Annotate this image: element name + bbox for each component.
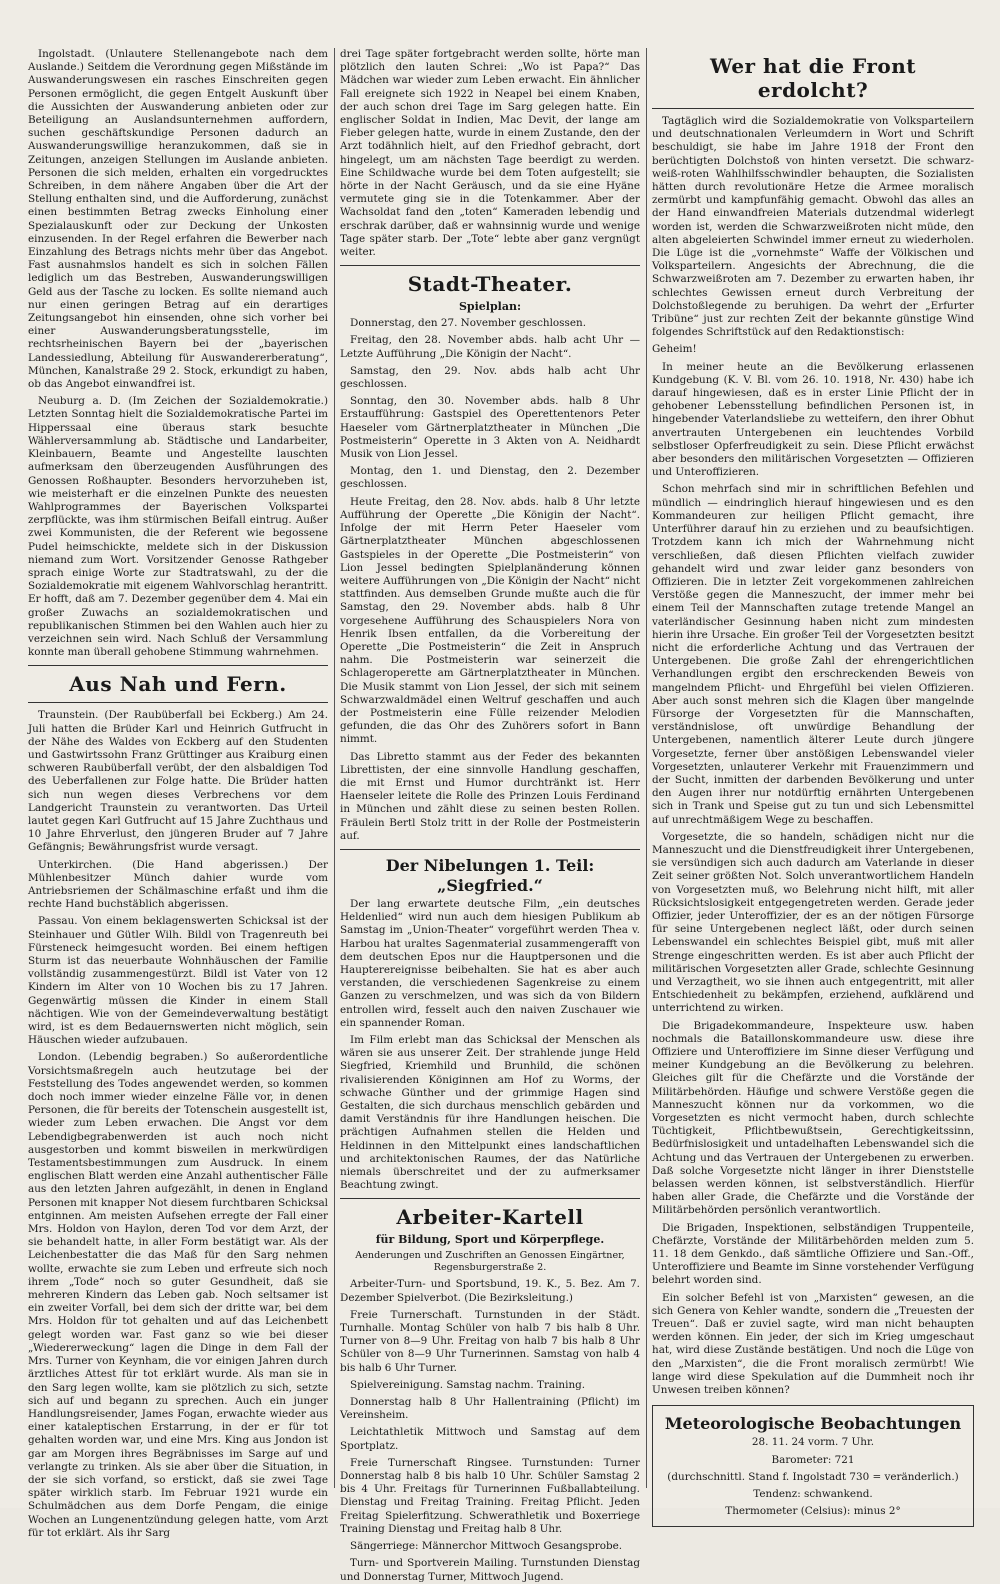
article-traunstein: Traunstein. (Der Raubüberfall bei Eckberg.) Am 24. Juli hatten die Brüder Karl und Heinrich Gutfrucht in der Nähe des Waldes von Eckberg auf den Studenten und Gastwirtssohn Franz Grüttinger aus Kraiburg einen schweren Raubüberfall verübt, der den alsbaldigen Tod des Ueberfallenen zur Folge hatte. Die Brüder hatten sich nun wegen dieses Verbrechens vor dem Landgericht Traunstein zu verantworten. Das Urteil lautet gegen Karl Gutfrucht auf 15 Jahre Zuchthaus und 10 Jahre Ehrverlust, den jüngeren Bruder auf 7 Jahre Gefängnis; Bewährungsfrist wurde versagt. [28,709,328,854]
article-london-continued: drei Tage später fortgebracht werden sollte, hörte man plötzlich den lauten Schrei: „Wo ist Papa?“ Das Mädchen war wieder zum Leben erwacht. Ein ähnlicher Fall ereignete sich 1922 in Neapel bei einem Knaben, der auch schon drei Tage im Sarg gelegen hatte. Ein englischer Soldat in Indien, Mac Devit, der lange am Fieber gelegen hatte, wurde in einem Zustande, den der Arzt todähnlich hielt, auf den Friedhof gebracht, dort hingelegt, um am nächsten Tage beerdigt zu werden. Eine Schildwache wurde bei dem Toten aufgestellt; sie hörte in der Nacht Geräusch, und da sie eine Hyäne vermutete ging sie in die Totenkammer. Aber der Wachsoldat fand den „toten“ Kameraden lebendig und erschrak darüber, daß er wahnsinnig wurde und wenige Tage später starb. Der „Tote“ lebte aber ganz vergnügt weiter. [340,48,640,259]
theater-notice: Heute Freitag, den 28. Nov. abds. halb 8 Uhr letzte Aufführung der Operette „Die Königin der Nacht“. Infolge der mit Herrn Peter Haeseler vom Gärtnerplatztheater München abgeschlossenen Gastspieles in der Operette „Die Postmeisterin“ von Lion Jessel bedingten Spielplanänderung können weitere Aufführungen von „Die Königin der Nacht“ nicht stattfinden. Aus demselben Grunde mußte auch die für Samstag, den 29. November abds. halb 8 Uhr vorgesehene Aufführung des Schauspielers Nora von Henrik Ibsen entfallen, da die Vorbereitung der Operette „Die Postmeisterin“ die Zeit in Anspruch nahm. Die Postmeisterin war seinerzeit die Schlageroperette am Gärtnerplatztheater in München. Die Musik stammt von Lion Jessel, der sich mit seinem Schwarzwaldmädel einen Weltruf geschaffen und auch der Postmeisterin eine Fülle reizender Melodien gefunden, die das Ohr des Zuhörers sofort in Bann nimmt. [340,495,640,746]
theater-entry: Donnerstag, den 27. November geschlossen. [350,317,586,330]
club-notice: Freie Turnerschaft Ringsee. Turnstunden: Turner Donnerstag halb 8 bis halb 10 Uhr. Schüler Samstag 2 bis 4 Uhr. Freitags für Turnerinnen Fußballabteilung. Dienstag und Freitag Training. Freitag Pflicht. Jeden Freitag Spielerfitzung. Schwerathletik und Boxerriege Training Dienstag und Freitag halb 8 Uhr. [340,1456,640,1535]
section-divider [340,849,640,850]
section-divider [652,108,974,109]
article-front: Die Brigadekommandeure, Inspekteure usw. haben nochmals die Bataillonskommandeure usw. diese ihre Offiziere und Unteroffiziere im Sinne dieser Verfügung und meiner Kundgebung an die Bevölkerung zu belehren. Gleiches gilt für die Chefärzte und die Vorstände der Militärbehörden. Häufige und schwere Verstöße gegen die Manneszucht können nur da vorkommen, wo die Vorgesetzten es nicht vermocht haben, durch schlechte Tüchtigkeit, Pflichtbewußtsein, Gerechtigkeitssinn, Bedürfnislosigkeit und untadelhaften Lebenswandel sich die Achtung und das Vertrauen der Untergebenen zu erwerben. Daß solche Vorgesetzte nicht länger in ihrer Dienststelle belassen werden können, ist selbstverständlich. Hierfür haben aller Grade, die Chefärzte und die Vorstände der Militärbehörden persönlich verantwortlich. [652,1019,974,1217]
section-divider [28,665,328,666]
article-front: Tagtäglich wird die Sozialdemokratie von Volksparteilern und deutschnationalen Verleumdern in Wort und Schrift beschuldigt, sie habe im Jahre 1918 der Front den berüchtigten Dolchstoß von hinten versetzt. Die schwarz-weiß-roten Wahlhilfsschwindler behaupten, die Sozialisten hätten durch revolutionäre Hetze die Armee moralisch zermürbt und kampfunfähig gemacht. Obwohl das alles an der Hand einwandfreien Materials dutzendmal widerlegt worden ist, werden die Schwarzweißroten nicht müde, den alten abgeleierten Schwindel immer erneut zu wiederholen. Die Lüge ist die „vornehmste“ Waffe der Völkischen und Volksparteilern. Angesichts der Abrechnung, die die Schwarzweißroten am 7. Dezember zu erwarten haben, ihr schlechtes Gewissen erneut durch Verbreitung der Dolchstoßlegende zu beruhigen. Da wehrt der „Erfurter Tribüne“ just zur rechten Zeit der bekannte günstige Wind folgendes Schriftstück auf den Redaktionstisch: [652,115,974,339]
weather-tendency: Tendenz: schwankend. [753,1487,873,1500]
arbeiter-kartell-note: Aenderungen und Zuschriften an Genossen Eingärtner, Regensburgerstraße 2. [355,1250,625,1274]
weather-date: 28. 11. 24 vorm. 7 Uhr. [751,1436,875,1449]
club-notice: Turn- und Sportverein Mailing. Turnstunden Dienstag und Donnerstag Turner, Mittwoch Jugend. [340,1557,640,1583]
article-neuburg: Neuburg a. D. (Im Zeichen der Sozialdemokratie.) Letzten Sonntag hielt die Sozialdemokratische Partei im Hipperssaal eine überaus stark besuchte Wählerversammlung ab. Städtische und Landarbeiter, Kleinbauern, Beamte und Angestellte lauschten aufmerksam den überzeugenden Ausführungen des Genossen Roßhaupter. Besonders hervorzuheben ist, wie meisterhaft er die einzelnen Punkte des neuesten Wahlprogrammes der Bayerischen Volkspartei zerpflückte, was ihm stürmischen Beifall eintrug. Außer zwei Kommunisten, die der Referent wie begossene Pudel heimschickte, meldete sich in der Diskussion niemand zum Wort. Vorsitzender Genosse Rathgeber sprach einige Worte zur Stadtratswahl, zu der die Sozialdemokratie mit eigenem Wahlvorschlag herantritt. Er hofft, daß am 7. Dezember gegenüber dem 4. Mai ein großer Zuwachs an sozialdemokratischen und republikanischen Stimmen bei den Wahlen auch hier zu verzeichnen sein wird. Nach Schluß der Versammlung konnte man überall gehobene Stimmung wahrnehmen. [28,395,328,659]
column-rule [334,48,335,1488]
article-ingolstadt: Ingolstadt. (Unlautere Stellenangebote nach dem Auslande.) Seitdem die Verordnung gegen Mißstände im Auswanderungswesen ein rasches Einschreiten gegen Personen ermöglicht, die gegen Entgelt Auskunft über die Aussichten der Auswanderung anbieten oder zur Beteiligung an Auslandsunternehmen auffordern, suchen geschäftskundige Personen dadurch an Auswanderungswillige heranzukommen, daß sie in Zeitungen, anzeigen Stellungen im Auslande anbieten. Personen die sich melden, erhalten ein vorgedrucktes Schreiben, in dem nähere Angaben über die Art der Stellung enthalten sind, und die Aufforderung, zunächst einen bestimmten Betrag zwecks Einholung einer Spezialauskunft oder zur Deckung der Unkosten einzusenden. In der Regel erfahren die Bewerber nach Einzahlung des Betrags nichts mehr über das Angebot. Fast ausnahmslos handelt es sich in solchen Fällen lediglich um das Bestreben, Auswanderungswilligen Geld aus der Tasche zu locken. Es sollte niemand auch nur einen geringen Betrag auf ein derartiges Zeitungsangebot hin einsenden, ohne sich vorher bei einer Auswanderungsberatungsstelle, im rechtsrheinischen Bayern bei der „bayerischen Landessiedlung, Abteilung für Auswandererberatung“, München, Kanalstraße 29 2. Stock, erkundigt zu haben, ob das Angebot einwandfrei ist. [28,48,328,391]
section-heading-aus-nah-und-fern: Aus Nah und Fern. [69,672,287,697]
section-heading-stadt-theater: Stadt-Theater. [407,272,573,297]
theater-entry: Sonntag, den 30. November abds. halb 8 Uhr Erstaufführung: Gastspiel des Operettentenors Peter Haeseler vom Gärtnerplatztheater in München „Die Postmeisterin“ Operette in 3 Akten von A. Neidhardt Musik von Lion Jessel. [340,395,640,461]
section-divider [340,1198,640,1199]
article-unterkirchen: Unterkirchen. (Die Hand abgerissen.) Der Mühlenbesitzer Münch dahier wurde vom Antriebsriemen der Schälmaschine erfaßt und ihm die rechte Hand buchstäblich abgerissen. [28,858,328,911]
section-divider [28,702,328,703]
column-3 [652,48,974,1518]
article-nibelungen: Der lang erwartete deutsche Film, „ein deutsches Heldenlied“ wird nun auch dem hiesigen Publikum ab Samstag im „Union-Theater“ vorgeführt werden Thea v. Harbou hat uraltes Sagenmaterial zusammengerafft von dem deutschen Epos nur die Hauptpersonen und die Haupterereignisse beibehalten. Sie hat es aber auch verstanden, die verschiedenen Sagenkreise zu einem Ganzen zu verschmelzen, und was sich da von Bildern entrollen wird, fesselt auch den naiven Zuschauer wie ein spannender Roman. [340,897,640,1029]
article-front: Vorgesetzte, die so handeln, schädigen nicht nur die Manneszucht und die Dienstfreudigkeit ihrer Untergebenen, sie versündigen sich auch dadurch am Vaterlande in dieser Zeit seiner größten Not. Solch unverantwortlichem Handeln von Vorgesetzten muß, wo Belehrung nicht hilft, mit aller Rücksichtslosigkeit entgegengetreten werden. Gerade jeder Offizier, jeder Unteroffizier, der es an der nötigen Fürsorge für seine Untergebenen neglect läßt, oder durch seinen Lebenswandel ein schlechtes Beispiel gibt, muß mit aller Strenge eingeschritten werden. Es ist aber auch Pflicht der militärischen Vorgesetzten aller Grade, schlechte Gesinnung und Verzagtheit, wo sie ihnen auch entgegentritt, mit aller Entschiedenheit zu bekämpfen, erziehend, aufklärend und unterrichtend zu wirken. [652,830,974,1015]
theater-entry: Freitag, den 28. November abds. halb acht Uhr — Letzte Aufführung „Die Königin der Nacht“. [340,334,640,360]
section-divider [340,265,640,266]
article-front: Ein solcher Befehl ist von „Marxisten“ gewesen, an die sich Genera von Kehler wandte, sondern die „Treuesten der Treuen“. Daß er zuviel sagte, wird man nicht behaupten werden können. Ein jeder, der sich im Krieg umgeschaut hat, wird diese Zustände bestätigen. Und noch die Lüge von den „Marxisten“, die die Front moralisch zermürbt! Wie lange wird diese Spekulation auf die Dummheit noch ihr Unwesen treiben können? [652,1291,974,1397]
weather-box [652,1405,974,1527]
club-notice: Arbeiter-Turn- und Sportsbund, 19. K., 5. Bez. Am 7. Dezember Spielverbot. (Die Bezirksleitung.) [340,1278,640,1304]
article-front: Schon mehrfach sind mir in schriftlichen Befehlen und mündlich — eindringlich hierauf hingewiesen und es den Kommandeuren zur heiligen Pflicht gemacht, ihre Unterführer darauf hin zu erziehen und zu beaufsichtigen. Trotzdem kann ich mich der Wahrnehmung nicht verschließen, daß diesen Pflichten vielfach zuwider gehandelt wird und zwar leider ganz besonders von Offizieren. Die in letzter Zeit vorgekommenen zahlreichen Verstöße gegen die Manneszucht, der immer mehr bei einem Teil der Mannschaften zutage tretende Mangel an vaterländischer Gesinnung haben nicht zum mindesten hierin ihre Ursache. Ein großer Teil der Vorgesetzten besitzt nicht die erforderliche Achtung und das Vertrauen der Untergebenen. Die große Zahl der ehrengerichtlichen Verhandlungen ergibt den erschreckenden Beweis von mangelndem Pflicht- und Ehrgefühl bei vielen Offizieren. Aber auch sonst mehren sich die Klagen über mangelnde Fürsorge der Vorgesetzten für die Mannschaften, verständnislose, oft unwürdige Behandlung der Untergebenen, namentlich älterer Leute durch jüngere Vorgesetzte, ferner über anstößigen Lebenswandel vieler Vorgesetzten, unlauterer Verkehr mit Frauenzimmern und der Sucht, inmitten der darbenden Bevölkerung und unter den Augen ihrer nur notdürftig ernährten Untergebenen sich in Trank und Speise gut zu tun und sich Lebensmittel auf unrechtmäßigem Wege zu beschaffen. [652,483,974,826]
section-heading-wer-hat-die-front: Wer hat die Front erdolcht? [709,54,917,102]
article-front: In meiner heute an die Bevölkerung erlassenen Kundgebung (K. V. Bl. vom 26. 10. 1918, Nr. 430) habe ich darauf hingewiesen, daß es in erster Linie Pflicht der in gehobener Lebensstellung befindlichen Personen ist, in hingebender Vaterlandsliebe zu wetteifern, den ihrer Obhut anvertrauten Untergebenen ein leuchtendes Vorbild selbstloser Opferfreudigkeit zu sein. Diese Pflicht erwächst aber besonders den militärischen Vorgesetzten — Offizieren und Unteroffizieren. [652,360,974,479]
column-1 [28,48,328,1539]
weather-barometer: Barometer: 721 [771,1453,855,1466]
theater-entry: Montag, den 1. und Dienstag, den 2. Dezember geschlossen. [340,465,640,491]
article-london: London. (Lebendig begraben.) So außerordentliche Vorsichtsmaßregeln auch heutzutage bei der Feststellung des Todes angewendet werden, so kommen doch noch immer wieder einzelne Fälle vor, in denen Personen, die für bereits der Totenschein ausgestellt ist, wieder zum Leben erwachen. Die Angst vor dem Lebendigbegrabenwerden ist auch noch nicht ausgestorben und kommt bisweilen in merkwürdigen Testamentsbestimmungen zum Ausdruck. In einem englischen Blatt werden eine Anzahl authentischer Fälle aus den letzten Jahren aufgezählt, in denen in England Personen mit knapper Not diesem furchtbaren Schicksal entginnen. Am meisten Aufsehen erregte der Fall einer Mrs. Holdon von Haylon, deren Tod vor dem Arzt, der sie behandelt hatte, in aller Form bestätigt war. Als der Leichenbestatter die das Maß für den Sarg nehmen wollte, erwachte sie zum Leben und erfreute sich noch ihrem „Tode“ noch so guter Gesundheit, daß sie mehreren Kindern das Leben gab. Noch seltsamer ist ein zweiter Vorfall, bei dem sich der dritte war, bei dem Mrs. Holdon für tot gehalten und auf das Leichenbett gelegt worden war. Fast ganz so wie bei dieser „Wiedererweckung“ lagen die Dinge in dem Fall der Mrs. Turner von Keynham, die vor einigen Jahren durch ärztliches Attest für tot erklärt wurde. Als man sie in den Sarg legen wollte, kam sie plötzlich zu sich, setzte sich auf und begann zu sprechen. Auch ein junger Handlungsreisender, James Fogan, erwachte wieder aus einer kataleptischen Erstarrung, in der er für tot gehalten worden war, und eine Mrs. King aus Jondon ist gar am Morgen ihres Begräbnisses im Sarge auf und verlangte zu trinken. Als sie aber über die Situation, in der sie sich vorfand, so erstickt, daß sie zwei Tage später wirklich starb. Im Februar 1921 wurde ein Schulmädchen aus dem Dorfe Pengam, die einige Wochen an Lungenentzündung gelegen hatte, vom Arzt für tot erklärt. Als ihr Sarg [28,1051,328,1539]
arbeiter-kartell-subheading: für Bildung, Sport und Körperpflege. [375,1233,605,1247]
club-notice: Donnerstag halb 8 Uhr Hallentraining (Pflicht) im Vereinsheim. [340,1396,640,1422]
article-front: Die Brigaden, Inspektionen, selbständigen Truppenteile, Chefärzte, Vorstände der Militärbehörden melden zum 5. 11. 18 dem Genkdo., daß sämtliche Offiziere und San.-Off., Unteroffiziere und Beamte im Sinne vorstehender Verfügung belehrt worden sind. [652,1221,974,1287]
article-front-geheim: Geheim! [652,343,697,356]
club-notice: Spielvereinigung. Samstag nachm. Training. [350,1378,586,1391]
club-notice: Sängerriege: Männerchor Mittwoch Gesangsprobe. [350,1540,623,1553]
column-2 [340,48,640,1583]
theater-notice: Das Libretto stammt aus der Feder des bekannten Librettisten, der eine sinnvolle Handlung geschaffen, die mit Ernst und Humor durchtränkt ist. Herr Haenseler leitete die Rolle des Prinzen Louis Ferdinand in München und zählt diese zu seinen besten Rollen. Fräulein Bertl Stolz tritt in der Rolle der Postmeisterin auf. [340,750,640,842]
club-notice: Leichtathletik Mittwoch und Samstag auf dem Sportplatz. [340,1426,640,1452]
theater-entry: Samstag, den 29. Nov. abds halb acht Uhr geschlossen. [340,364,640,391]
club-notice: Freie Turnerschaft. Turnstunden in der Städt. Turnhalle. Montag Schüler von halb 7 bis halb 8 Uhr. Turner von 8—9 Uhr. Freitag von halb 7 bis halb 8 Uhr Schüler von 8—9 Uhr Turnerinnen. Samstag von halb 4 bis halb 6 Uhr Turner. [340,1308,640,1374]
weather-heading: Meteorologische Beobachtungen [664,1414,962,1434]
section-heading-arbeiter-kartell: Arbeiter-Kartell [396,1205,584,1230]
column-rule [646,48,647,1488]
spielplan-subheading: Spielplan: [458,300,522,314]
section-heading-nibelungen: Der Nibelungen 1. Teil: „Siegfried.“ [385,855,595,895]
article-passau: Passau. Von einem beklagenswerten Schicksal ist der Steinhauer und Gütler Wilh. Bildl von Tragenreuth bei Fürsteneck heimgesucht worden. Bei einem heftigen Sturm ist das neuerbaute Wohnhäuschen der Familie vollständig zusammengestürzt. Bildl ist Vater von 12 Kindern im Alter von 10 Wochen bis zu 17 Jahren. Gegenwärtig müssen die Kinder in einem Stall nächtigen. Wie von der Gemeindeverwaltung bestätigt wird, ist es dem Bedauernswerten nicht möglich, sein Häuschen wieder aufzubauen. [28,915,328,1047]
article-nibelungen: Im Film erlebt man das Schicksal der Menschen als wären sie aus unserer Zeit. Der strahlende junge Held Siegfried, Kriemhild und Brunhild, die schönen rivalisierenden Königinnen am Hof zu Worms, der schwache Günther und der grimmige Hagen sind Gestalten, die sich durchaus menschlich gebärden und damit Verständnis für ihre Handlungen heischen. Die prächtigen Aufnahmen stellen die Helden und Heldinnen in den Mittelpunkt eines landschaftlichen und architektonischen Raumes, der das Natürliche niemals überschreitet und der zu aufmerksamer Beachtung zwingt. [340,1034,640,1192]
weather-average: (durchschnittl. Stand f. Ingolstadt 730 = veränderlich.) [667,1470,959,1483]
weather-thermometer: Thermometer (Celsius): minus 2° [725,1505,901,1518]
